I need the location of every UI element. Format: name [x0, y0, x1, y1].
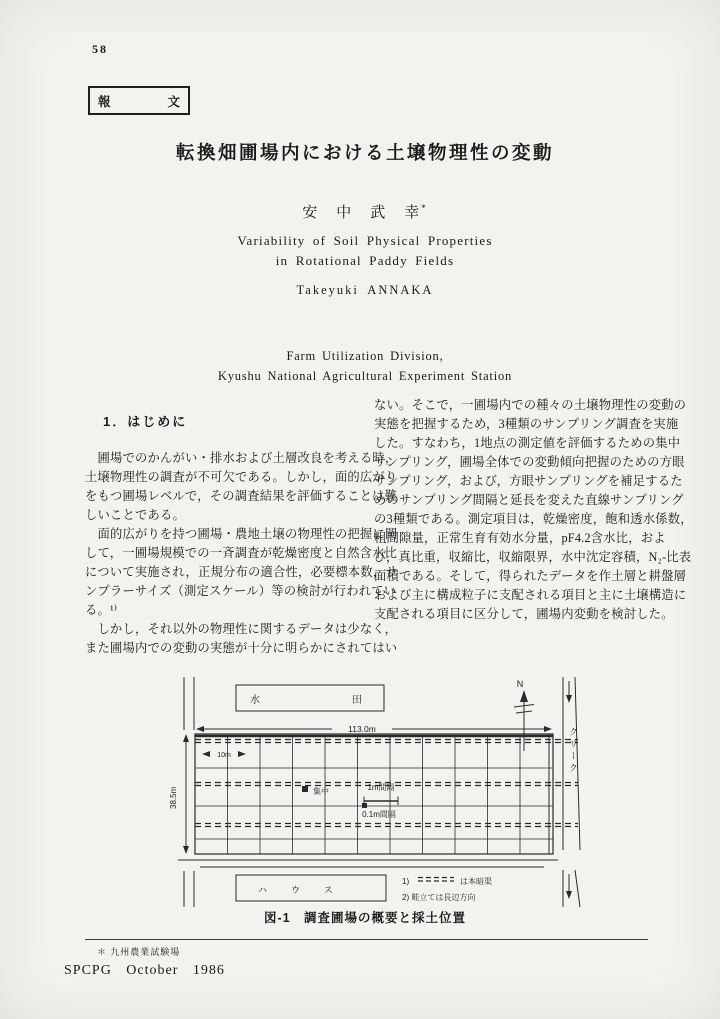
left-text-column: [85, 449, 398, 658]
text-line: しいことである。: [85, 508, 185, 522]
legend1-text: は本暗渠: [460, 877, 492, 886]
north-arrow: [514, 679, 534, 751]
affiliation-line2: Kyushu National Agricultural Experiment Station: [217, 369, 513, 383]
grid-spacing-10m: [202, 751, 246, 759]
author-name: [14, 201, 716, 222]
creek-label: クリーク: [568, 727, 578, 775]
text-line: サンプリング，および，方眼サンプリングを補足するた: [374, 474, 683, 488]
bottom-road: [178, 860, 558, 867]
legend1-prefix: 1): [402, 877, 410, 886]
text-line: 面的広がりを持つ圃場・農地土壌の物理性の把握に関: [85, 527, 398, 541]
author-asterisk: *: [421, 203, 428, 213]
page-number: 58: [92, 42, 108, 56]
legend2-text: 2) 畦立ては長辺方向: [402, 893, 476, 902]
text-line: 面積である。そして，得られたデータを作土層と耕盤層: [374, 569, 687, 583]
dimension-113m-label: 113.0m: [348, 724, 376, 734]
footnote-rule: [85, 939, 648, 940]
house-label: ハウス: [258, 885, 357, 895]
text-line: び，真比重，収縮比，収縮限界，水中沈定容積，N₂-比表: [374, 550, 692, 564]
section-heading: 1．はじめに: [103, 414, 188, 429]
author-name-text: 安 中 武 幸: [302, 205, 422, 221]
english-author: Takeyuki ANNAKA: [296, 283, 434, 297]
report-type-box: [88, 86, 190, 115]
figure-legend: [402, 876, 492, 902]
concentrated-sampling-point: [302, 786, 329, 796]
text-line: の3種類である。測定項目は，乾燥密度，飽和透水係数，: [374, 512, 693, 526]
dimension-38-5m-label: 38.5m: [169, 786, 178, 809]
english-title-line1: Variability of Soil Physical Properties: [237, 233, 493, 248]
text-line: しかし，それ以外の物理性に関するデータは少なく，: [85, 622, 398, 636]
text-line: 土壌物理性の調査が不可欠である。しかし，面的広がり: [85, 470, 398, 484]
concentrated-sampling-label: 集中: [313, 787, 329, 796]
footnote: ＊ 九州農業試験場: [97, 947, 181, 957]
text-line: めのサンプリング間隔と延長を変えた直線サンプリング: [374, 493, 684, 507]
field-outline: [195, 734, 553, 854]
report-type-right: 文: [167, 94, 180, 109]
journal-footer: SPCPG October 1986: [64, 963, 225, 978]
text-line: 圃場でのかんがい・排水および土層改良を考える時，: [85, 451, 398, 465]
text-line: サンプリング，圃場全体での変動傾向把握のための方眼: [374, 455, 685, 469]
dimension-113m: [196, 721, 552, 734]
text-line: ない。そこで，一圃場内での種々の土壌物理性の変動の: [374, 398, 687, 412]
text-line: して，一圃場規模での一斉調査が乾燥密度と自然含水比: [85, 546, 398, 560]
dimension-38-5m: [169, 734, 189, 854]
line-sampling-intervals: [362, 783, 398, 819]
paper-title: 転換畑圃場内における土壌物理性の変動: [175, 144, 554, 164]
interval-1m-label: 1m間隔: [367, 783, 395, 792]
right-text-column: [374, 396, 693, 624]
text-line: について実施され，正規分布の適合性，必要標本数，サ: [85, 565, 398, 579]
interval-01m-label: 0.1m間隔: [362, 810, 396, 819]
affiliation-line1: Farm Utilization Division,: [286, 349, 444, 363]
paddy-field-label: 水田: [250, 695, 454, 706]
text-line: した。すなわち，1地点の測定値を評価するための集中: [374, 436, 681, 450]
text-line: る。¹⁾: [85, 603, 118, 617]
text-line: ンプラーサイズ（測定スケール）等の検討が行われてい: [85, 584, 397, 598]
north-label: N: [516, 679, 524, 689]
text-line: また圃場内での変動の実態が十分に明らかにされてはい: [85, 641, 398, 655]
grid-lines: [195, 736, 553, 854]
grid-spacing-10m-label: 10m: [217, 752, 231, 759]
figure-caption: 図-1 調査圃場の概要と採土位置: [263, 911, 467, 925]
english-title-line2: in Rotational Paddy Fields: [275, 253, 455, 268]
report-type-left: 報: [98, 94, 111, 109]
text-line: 実態を把握するため，3種類のサンプリング調査を実施: [374, 417, 679, 431]
text-line: および主に構成粒子に支配される項目と主に土壌構造に: [374, 588, 687, 602]
text-line: 支配される項目に区分して，圃場内変動を検討した。: [374, 607, 674, 621]
text-line: をもつ圃場レベルで，その調査結果を評価することは難: [85, 489, 398, 503]
text-line: 粗間隙量，正常生育有効水分量，pF4.2含水比，およ: [374, 531, 666, 545]
